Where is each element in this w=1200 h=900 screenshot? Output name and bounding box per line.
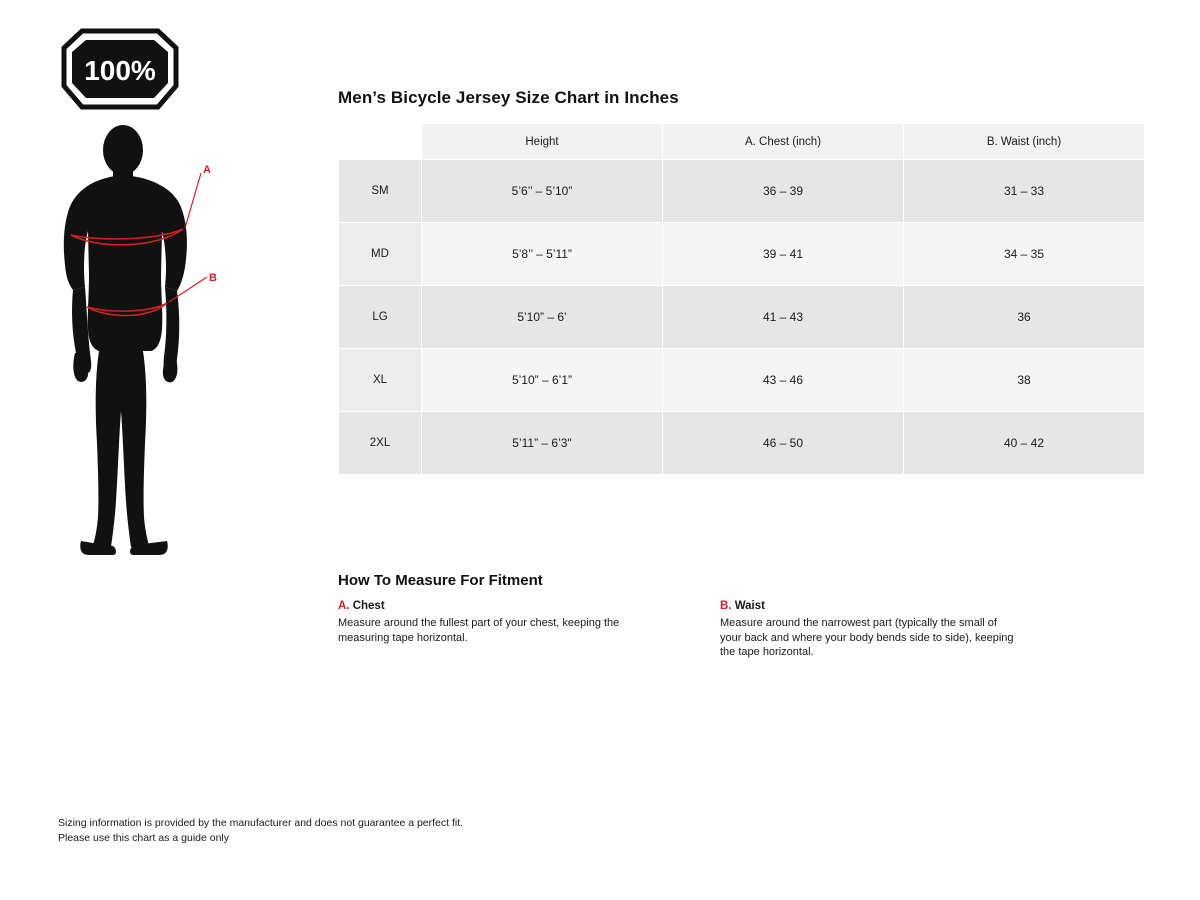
cell-size: XL bbox=[339, 349, 422, 412]
male-silhouette bbox=[64, 125, 187, 555]
cell-size: MD bbox=[339, 223, 422, 286]
disclaimer-line-2: Please use this chart as a guide only bbox=[58, 832, 230, 845]
cell-waist: 34 – 35 bbox=[904, 223, 1145, 286]
cell-size: LG bbox=[339, 286, 422, 349]
cell-waist: 31 – 33 bbox=[904, 160, 1145, 223]
cell-height: 5’6’’ – 5’10” bbox=[422, 160, 663, 223]
measure-name-waist: Waist bbox=[734, 600, 765, 612]
brand-logo bbox=[58, 28, 182, 110]
measure-item-chest bbox=[338, 599, 638, 645]
measure-item-waist-heading bbox=[720, 599, 1020, 614]
cell-chest: 39 – 41 bbox=[663, 223, 904, 286]
cell-height: 5’8’’ – 5’11” bbox=[422, 223, 663, 286]
cell-chest: 36 – 39 bbox=[663, 160, 904, 223]
column-header-size bbox=[339, 124, 422, 160]
disclaimer bbox=[58, 816, 463, 846]
cell-chest: 46 – 50 bbox=[663, 412, 904, 475]
cell-chest: 43 – 46 bbox=[663, 349, 904, 412]
measure-item-chest-heading bbox=[338, 599, 638, 614]
table-row bbox=[339, 286, 1145, 349]
column-header-waist: B. Waist (inch) bbox=[904, 124, 1145, 160]
table-row bbox=[339, 160, 1145, 223]
column-header-height: Height bbox=[422, 124, 663, 160]
cell-waist: 40 – 42 bbox=[904, 412, 1145, 475]
cell-size: SM bbox=[339, 160, 422, 223]
cell-height: 5’10” – 6’ bbox=[422, 286, 663, 349]
measure-text-chest: Measure around the fullest part of your chest, keeping the measuring tape horizontal. bbox=[338, 617, 620, 644]
figure-label-a: A bbox=[203, 164, 211, 176]
how-to-measure-title: How To Measure For Fitment bbox=[338, 572, 543, 589]
cell-height: 5’11” – 6’3" bbox=[422, 412, 663, 475]
cell-size: 2XL bbox=[339, 412, 422, 475]
measure-item-waist bbox=[720, 599, 1020, 660]
table-row bbox=[339, 223, 1145, 286]
measure-mark-b: B. bbox=[720, 600, 732, 612]
page-title: Men’s Bicycle Jersey Size Chart in Inches bbox=[338, 88, 679, 107]
size-chart-table bbox=[338, 123, 1145, 475]
measure-mark-a: A. bbox=[338, 600, 350, 612]
disclaimer-line-1: Sizing information is provided by the manufacturer and does not guarantee a perfect fit. bbox=[58, 817, 464, 829]
cell-waist: 36 bbox=[904, 286, 1145, 349]
table-row bbox=[339, 349, 1145, 412]
table-header-row bbox=[339, 124, 1145, 160]
table-row bbox=[339, 412, 1145, 475]
figure-label-b: B bbox=[209, 272, 217, 284]
measure-name-chest: Chest bbox=[352, 600, 385, 612]
body-measurement-figure bbox=[55, 125, 295, 555]
cell-waist: 38 bbox=[904, 349, 1145, 412]
cell-height: 5’10” – 6’1” bbox=[422, 349, 663, 412]
logo-text: 100% bbox=[84, 55, 156, 86]
column-header-chest: A. Chest (inch) bbox=[663, 124, 904, 160]
cell-chest: 41 – 43 bbox=[663, 286, 904, 349]
measure-text-waist: Measure around the narrowest part (typically the small of your back and where your body bends side to side), keeping the tape horizontal. bbox=[720, 617, 1014, 659]
